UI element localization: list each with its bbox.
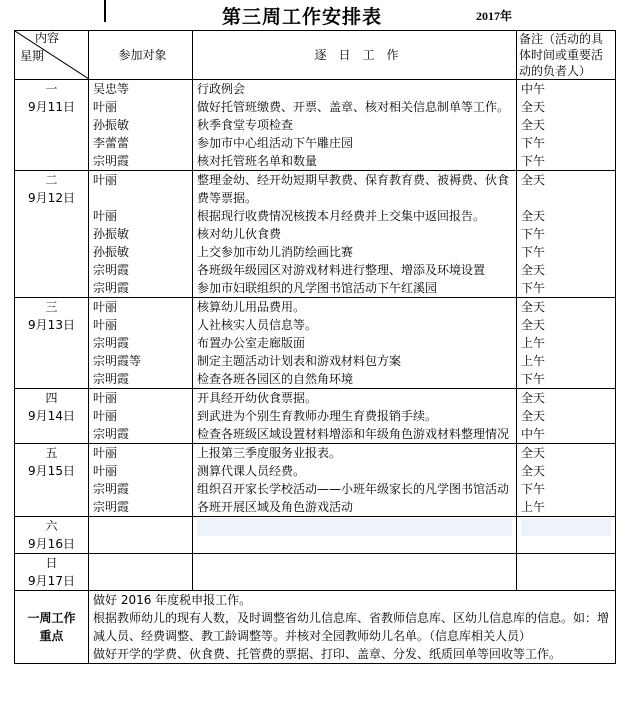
table-row (15, 171, 616, 208)
table-row (15, 480, 616, 498)
participant-cell: 叶丽 (89, 298, 193, 317)
date-label: 9月14日 (28, 409, 75, 423)
table-row (15, 389, 616, 408)
date-label: 9月16日 (28, 537, 75, 551)
corner-top-label: 内容 (35, 31, 60, 45)
participant-cell: 孙振敏 (89, 243, 193, 261)
participant-cell: 叶丽 (89, 207, 193, 225)
table-row (15, 298, 616, 317)
note-cell: 下午 (517, 134, 616, 152)
summary-content (89, 591, 616, 664)
table-row (15, 116, 616, 134)
table-row (15, 352, 616, 370)
note-cell: 上午 (517, 498, 616, 517)
work-cell: 各班级年级园区对游戏材料进行整理、增添及环境设置 (193, 261, 517, 279)
participant-cell: 李蕾蕾 (89, 134, 193, 152)
work-cell: 组织召开家长学校活动——小班年级家长的凡学图书馆活动 (193, 480, 517, 498)
table-row (15, 425, 616, 444)
work-cell: 秋季食堂专项检查 (193, 116, 517, 134)
work-cell: 制定主题活动计划表和游戏材料包方案 (193, 352, 517, 370)
note-cell (517, 517, 616, 554)
work-cell: 上报第三季度服务业报表。 (193, 444, 517, 463)
note-cell: 下午 (517, 243, 616, 261)
blank-field (521, 518, 611, 536)
participant-cell: 孙振敏 (89, 116, 193, 134)
work-cell: 行政例会 (193, 80, 517, 99)
work-header: 逐 日 工 作 (193, 31, 517, 80)
day-row (15, 554, 616, 591)
page-title: 第三周工作安排表 (222, 6, 383, 28)
vertical-bar (104, 0, 106, 22)
participant-cell: 宗明霞 (89, 152, 193, 171)
note-cell: 中午 (517, 425, 616, 444)
note-cell: 下午 (517, 225, 616, 243)
note-cell: 全天 (517, 298, 616, 317)
day-cell (15, 80, 89, 171)
table-row (15, 316, 616, 334)
work-cell: 参加市中心组活动下午雕庄园 (193, 134, 517, 152)
work-cell: 测算代课人员经费。 (193, 462, 517, 480)
note-cell: 全天 (517, 316, 616, 334)
work-cell: 核对幼儿伙食费 (193, 225, 517, 243)
note-header: 备注（活动的具体时间或重要活动的负者人） (517, 31, 616, 80)
note-cell: 上午 (517, 352, 616, 370)
note-cell: 全天 (517, 207, 616, 225)
participant-cell: 宗明霞 (89, 480, 193, 498)
day-cell (15, 444, 89, 517)
work-cell: 开具经开幼伙食票据。 (193, 389, 517, 408)
header-row (15, 31, 616, 80)
corner-bottom-label: 星期 (20, 49, 45, 63)
note-cell: 下午 (517, 480, 616, 498)
note-cell: 全天 (517, 389, 616, 408)
weekday-label: 三 (45, 300, 58, 314)
work-cell: 检查各班级区域设置材料增添和年级角色游戏材料整理情况 (193, 425, 517, 444)
participant-cell: 吴忠等 (89, 80, 193, 99)
day-cell (15, 554, 89, 591)
table-row (15, 225, 616, 243)
table-row (15, 80, 616, 99)
note-cell: 全天 (517, 98, 616, 116)
note-cell: 中午 (517, 80, 616, 99)
work-cell: 做好托管班缴费、开票、盖章、核对相关信息制单等工作。 (193, 98, 517, 116)
table-row (15, 279, 616, 298)
participant-cell: 叶丽 (89, 462, 193, 480)
summary-label-line1: 一周工作 (27, 611, 76, 625)
date-label: 9月13日 (28, 318, 75, 332)
participant-cell: 宗明霞 (89, 370, 193, 389)
summary-row (15, 591, 616, 664)
schedule-table (14, 30, 616, 664)
weekday-label: 六 (45, 519, 58, 533)
table-row (15, 407, 616, 425)
work-cell: 到武进为个别生育教师办理生育费报销手续。 (193, 407, 517, 425)
participant-cell: 叶丽 (89, 171, 193, 208)
day-cell (15, 298, 89, 389)
work-cell: 人社核实人员信息等。 (193, 316, 517, 334)
participant-cell: 叶丽 (89, 444, 193, 463)
date-label: 9月17日 (28, 574, 75, 588)
note-cell: 下午 (517, 152, 616, 171)
note-cell: 上午 (517, 334, 616, 352)
note-cell: 全天 (517, 261, 616, 279)
table-row (15, 98, 616, 116)
participant-cell: 宗明霞 (89, 498, 193, 517)
note-cell: 下午 (517, 370, 616, 389)
weekday-label: 一 (45, 82, 58, 96)
work-cell: 核对托管班名单和数量 (193, 152, 517, 171)
participant-cell: 宗明霞 (89, 334, 193, 352)
summary-line: 做好 2016 年度税申报工作。 (93, 593, 252, 607)
table-row (15, 462, 616, 480)
weekday-label: 五 (45, 446, 58, 460)
work-cell: 上交参加市幼儿消防绘画比赛 (193, 243, 517, 261)
participants-cell (89, 517, 193, 554)
work-cell: 检查各班各园区的自然角环境 (193, 370, 517, 389)
work-cell: 参加市妇联组织的凡学图书馆活动下午红溪园 (193, 279, 517, 298)
note-cell: 全天 (517, 116, 616, 134)
summary-line: 做好开学的学费、伙食费、托管费的票据、打印、盖章、分发、纸质回单等回收等工作。 (93, 647, 562, 661)
date-label: 9月11日 (28, 100, 75, 114)
summary-label-cell (15, 591, 89, 664)
weekday-label: 日 (45, 556, 58, 570)
table-row (15, 243, 616, 261)
participant-cell: 叶丽 (89, 316, 193, 334)
day-row (15, 517, 616, 554)
note-cell (517, 554, 616, 591)
participant-cell: 宗明霞 (89, 425, 193, 444)
participants-header: 参加对象 (89, 31, 193, 80)
table-row (15, 207, 616, 225)
table-row (15, 261, 616, 279)
note-cell: 全天 (517, 462, 616, 480)
work-cell (193, 517, 517, 554)
work-cell: 各班开展区域及角色游戏活动 (193, 498, 517, 517)
participant-cell: 宗明霞 (89, 261, 193, 279)
participant-cell: 叶丽 (89, 407, 193, 425)
date-label: 9月12日 (28, 191, 75, 205)
date-label: 9月15日 (28, 464, 75, 478)
weekday-label: 四 (45, 391, 58, 405)
participant-cell: 叶丽 (89, 389, 193, 408)
participant-cell: 叶丽 (89, 98, 193, 116)
corner-cell (15, 31, 89, 80)
work-cell: 核算幼儿用品费用。 (193, 298, 517, 317)
participant-cell: 宗明霞 (89, 279, 193, 298)
note-cell: 全天 (517, 171, 616, 208)
blank-field (197, 518, 512, 536)
work-cell: 布置办公室走廊版面 (193, 334, 517, 352)
participant-cell: 孙振敏 (89, 225, 193, 243)
table-row (15, 444, 616, 463)
year-label: 2017年 (476, 9, 513, 23)
table-row (15, 134, 616, 152)
participants-cell (89, 554, 193, 591)
day-cell (15, 517, 89, 554)
work-cell: 根据现行收费情况核拨本月经费并上交集中返回报告。 (193, 207, 517, 225)
table-row (15, 334, 616, 352)
note-cell: 全天 (517, 407, 616, 425)
note-cell: 全天 (517, 444, 616, 463)
summary-line: 根据教师幼儿的现有人数，及时调整省幼儿信息库、省教师信息库、区幼儿信息库的信息。如：增减人员、经费调整、教工龄调整等。并核对全园教师幼儿名单。（信息库相关人员） (93, 611, 610, 643)
summary-label-line2: 重点 (39, 629, 64, 643)
table-row (15, 498, 616, 517)
participant-cell: 宗明霞等 (89, 352, 193, 370)
weekday-label: 二 (45, 173, 58, 187)
table-row (15, 152, 616, 171)
day-cell (15, 389, 89, 444)
work-cell (193, 554, 517, 591)
table-row (15, 370, 616, 389)
note-cell: 下午 (517, 279, 616, 298)
day-cell (15, 171, 89, 298)
work-cell: 整理金幼、经开幼短期早教费、保育教育费、被褥费、伙食费等票据。 (193, 171, 517, 208)
